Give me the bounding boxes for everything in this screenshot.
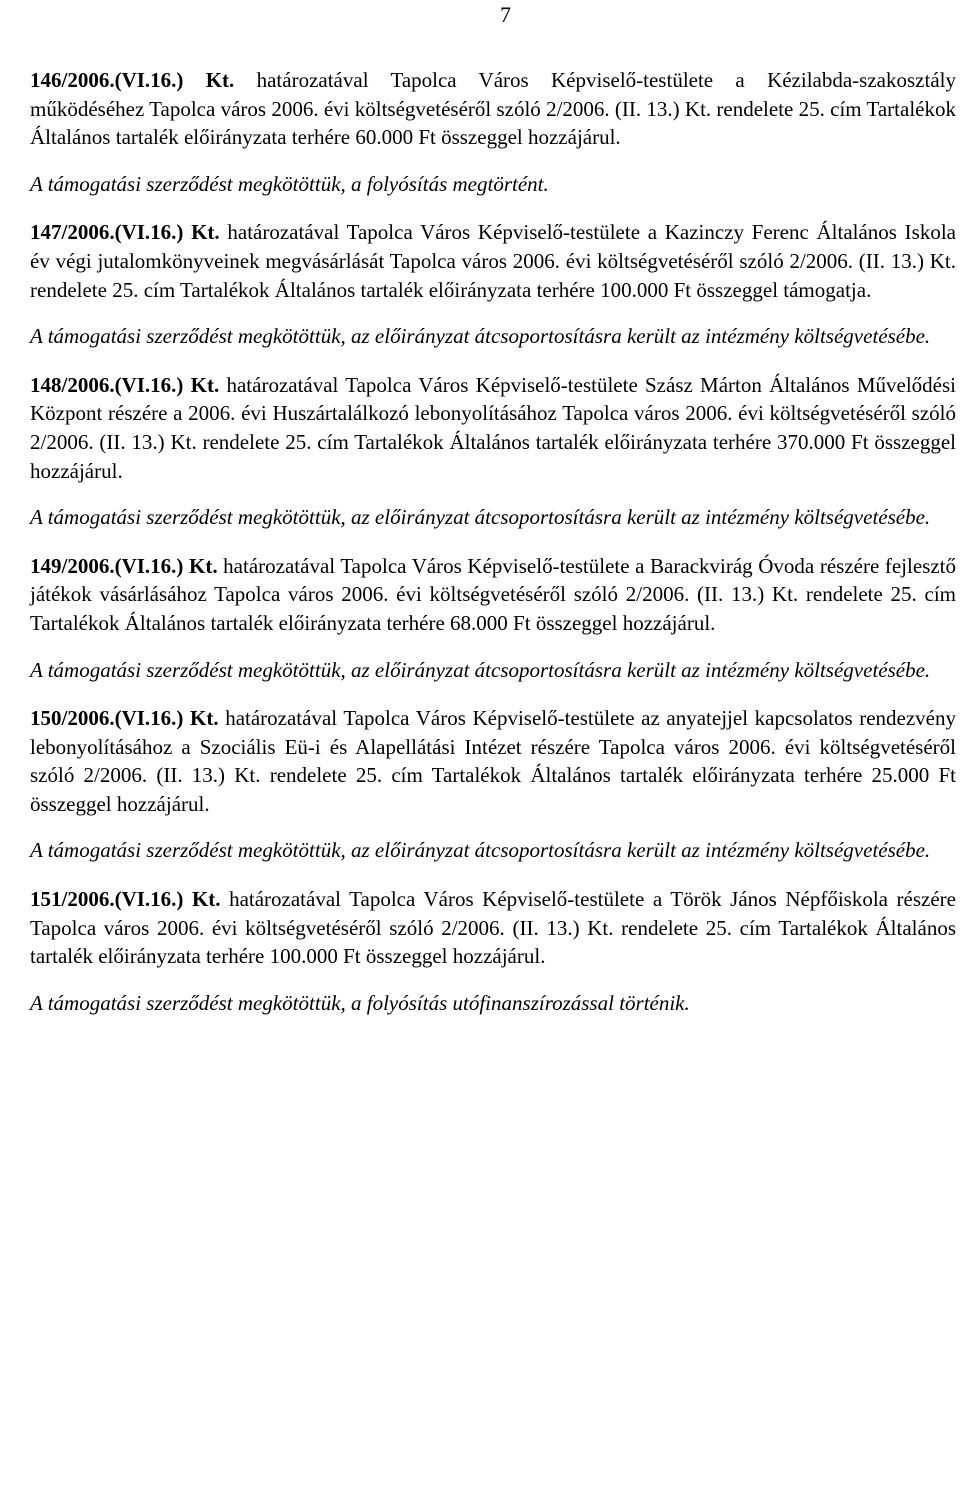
page-number: 7: [500, 2, 511, 27]
resolution-ref: 146/2006.(VI.16.) Kt.: [30, 68, 235, 92]
resolution-note: A támogatási szerződést megkötöttük, az előirányzat átcsoportosításra került az intézmény költségvetésébe.: [30, 838, 931, 863]
resolution-note: A támogatási szerződést megkötöttük, a folyósítás utófinanszírozással történik.: [30, 990, 690, 1015]
resolution-paragraph: [30, 704, 956, 818]
resolution-text: határozatával Tapolca Város Képviselő-testülete a Török János Népfőiskola részére Tapolca város 2006. évi költségvetéséről szóló 2/2006. (II. 13.) Kt. rendelete 25. cím Tartalékok Általános tartalék előirányzata terhére 100.000 Ft összeggel hozzájárul.: [30, 887, 956, 969]
resolution-text: határozatával Tapolca Város Képviselő-testülete az anyatejjel kapcsolatos rendezvény lebonyolításához a Szociális Eü-i és Alapellátási Intézet részére Tapolca város 2006. évi költségvetéséről szóló 2/2006. (II. 13.) Kt. rendelete 25. cím Tartalékok Általános tartalék előirányzata terhére 25.000 Ft összeggel hozzájárul.: [30, 706, 956, 816]
resolution-text: határozatával Tapolca Város Képviselő-testülete a Barackvirág Óvoda részére fejlesztő játékok vásárlásához Tapolca város 2006. évi költségvetéséről szóló 2/2006. (II. 13.) Kt. rendelete 25. cím Tartalékok Általános tartalék előirányzata terhére 68.000 Ft összeggel hozzájárul.: [30, 553, 957, 635]
resolution-ref: 147/2006.(VI.16.) Kt.: [30, 220, 220, 245]
resolution-paragraph: [30, 885, 956, 971]
resolution-ref: 148/2006.(VI.16.) Kt.: [30, 372, 220, 397]
resolution-paragraph: [30, 218, 956, 304]
resolution-paragraph: [30, 552, 956, 638]
resolution-text: határozatával Tapolca Város Képviselő-testülete Szász Márton Általános Művelődési Központ részére a 2006. évi Huszártalálkozó lebonyolításához Tapolca város 2006. évi költségvetéséről szóló 2/2006. (II. 13.) Kt. rendelete 25. cím Tartalékok Általános tartalék előirányzata terhére 370.000 Ft összeggel hozzájárul.: [30, 372, 956, 483]
resolution-note: A támogatási szerződést megkötöttük, az előirányzat átcsoportosításra került az intézmény költségvetésébe.: [30, 324, 931, 349]
resolution-paragraph: [30, 66, 956, 152]
resolution-text: határozatával Tapolca Város Képviselő-testülete a Kézilabda-szakosztály működéséhez Tapolca város 2006. évi költségvetéséről szóló 2/2006. (II. 13.) Kt. rendelete 25. cím Tartalékok Általános tartalék előirányzata terhére 60.000 Ft összeggel hozzájárul.: [30, 68, 956, 150]
resolution-ref: 149/2006.(VI.16.) Kt.: [30, 553, 218, 578]
resolution-text: határozatával Tapolca Város Képviselő-testülete a Kazinczy Ferenc Általános Iskola év végi jutalomkönyveinek megvásárlását Tapolca város 2006. évi költségvetéséről szóló 2/2006. (II. 13.) Kt. rendelete 25. cím Tartalékok Általános tartalék előirányzata terhére 100.000 Ft összeggel támogatja.: [30, 220, 956, 302]
resolution-note: A támogatási szerződést megkötöttük, a folyósítás megtörtént.: [30, 171, 549, 196]
resolution-ref: 150/2006.(VI.16.) Kt.: [30, 706, 219, 731]
resolution-note: A támogatási szerződést megkötöttük, az előirányzat átcsoportosításra került az intézmény költségvetésébe.: [30, 657, 931, 682]
resolution-note: A támogatási szerződést megkötöttük, az előirányzat átcsoportosításra került az intézmény költségvetésébe.: [30, 505, 931, 530]
resolutions-list: [30, 66, 956, 1037]
resolution-ref: 151/2006.(VI.16.) Kt.: [30, 887, 221, 912]
resolution-paragraph: [30, 371, 956, 485]
